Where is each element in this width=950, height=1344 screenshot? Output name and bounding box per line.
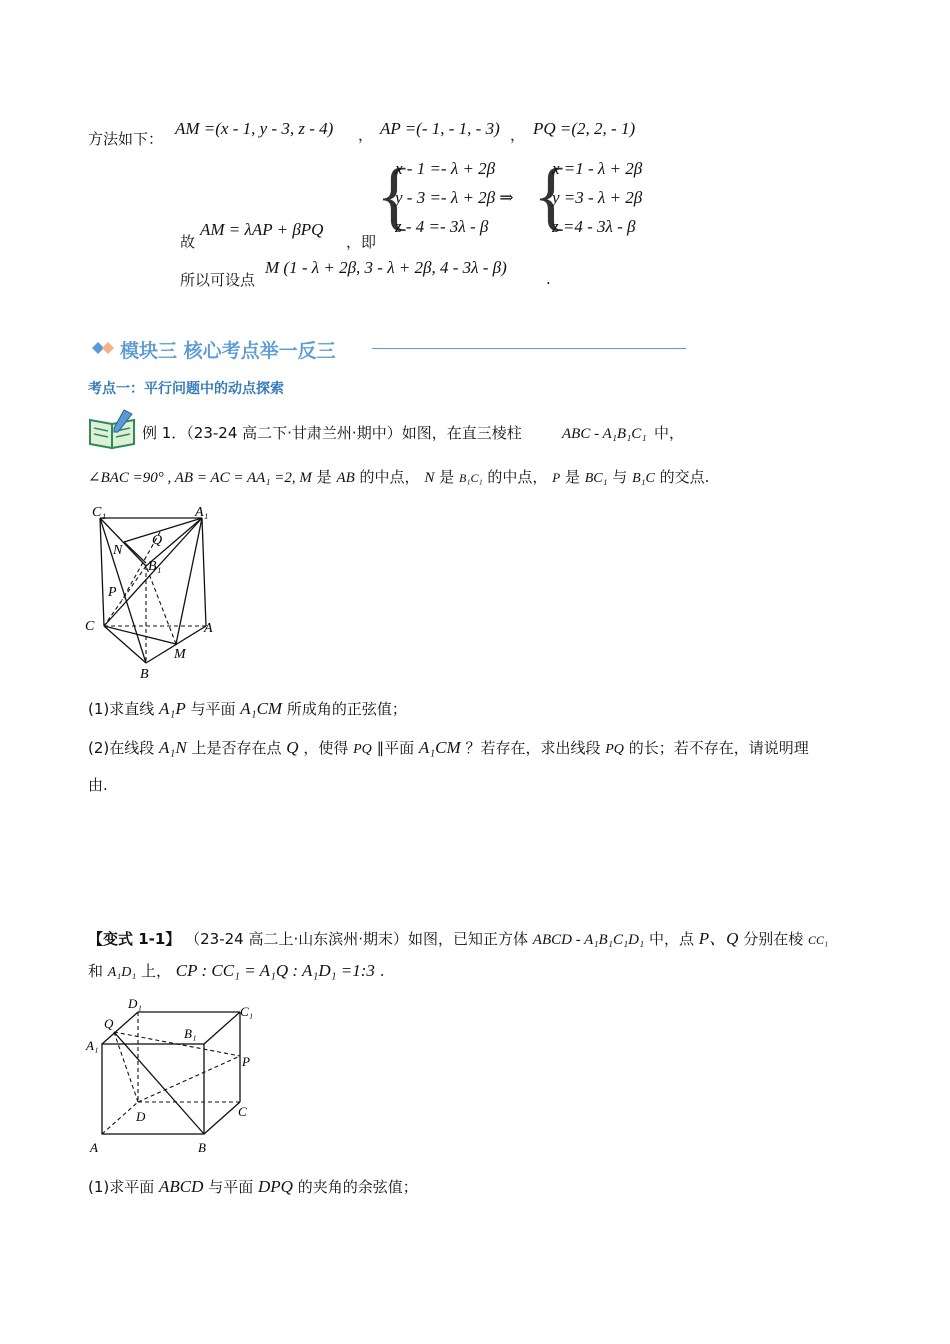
so-label: 故 <box>180 233 196 251</box>
left-brace: { <box>376 154 413 238</box>
vertex-label-c: C <box>238 1104 247 1119</box>
example-heading: 例 1．（23-24 高二下·甘肃兰州·期中）如图，在直三棱柱 <box>142 424 522 442</box>
vertex-label-b: B <box>198 1140 206 1155</box>
vertex-label-d: D <box>136 1109 146 1124</box>
book-pencil-icon <box>86 408 142 456</box>
vertex-label-c1: C₁ <box>240 1004 254 1019</box>
separator: ， <box>358 126 374 144</box>
equation-system-right <box>552 154 642 241</box>
equation-system-left <box>395 154 514 241</box>
point-label-n: N <box>113 543 123 558</box>
variant-question-1: (1)求平面 ABCD 与平面 DPQ 的夹角的余弦值； <box>88 1177 418 1196</box>
period: . <box>546 270 551 288</box>
point-label-q: Q <box>104 1016 114 1031</box>
diamond-arrows-icon <box>90 338 116 362</box>
vertex-label-b1: B₁ <box>184 1026 197 1041</box>
equation-row: y - 3 =- λ + 2β ⇒ <box>395 188 514 207</box>
equation-row: z - 4 =- 3λ - β <box>395 217 489 236</box>
cube-figure <box>80 994 270 1159</box>
variant-tag: 【变式 1-1】 <box>88 930 181 948</box>
prism-figure <box>80 498 230 683</box>
ji-label: ，即 <box>346 233 377 251</box>
point-label-m: M <box>174 647 186 662</box>
right-brace: { <box>533 154 570 238</box>
prism-name: ABC - A₁B₁C₁ <box>562 426 647 442</box>
equation-row: z =4 - 3λ - β <box>552 217 636 236</box>
condition-formula: ∠BAC =90° , AB = AC = AA₁ =2, M <box>88 470 312 486</box>
point-label-q: Q <box>152 533 163 548</box>
vertex-label-b: B <box>140 667 149 682</box>
question-2-continuation: 由. <box>88 776 108 794</box>
point-label-p: P <box>242 1054 250 1069</box>
question-1: (1)求直线 A₁P 与平面 A₁CM 所成角的正弦值； <box>88 699 407 718</box>
vector-ap: AP =(- 1, - 1, - 3) <box>380 119 500 138</box>
key-point-title: 考点一：平行问题中的动点探索 <box>88 381 284 397</box>
question-2: (2)在线段 A₁N 上是否存在点 Q ，使得 PQ ∥平面 A₁CM ？若存在，求出线段 PQ 的长；若不存在，请说明理 <box>88 738 809 757</box>
method-label: 方法如下： <box>88 130 164 148</box>
vertex-label-a1: A₁ <box>86 1038 99 1053</box>
equation-row: x - 1 =- λ + 2β <box>395 159 496 178</box>
vertex-label-c1: C₁ <box>92 505 107 520</box>
point-label: 所以可设点 <box>180 271 256 289</box>
vertex-label-a: A <box>90 1140 98 1155</box>
text: 中， <box>654 424 685 442</box>
vertex-label-b1: B₁ <box>148 559 162 574</box>
vector-pq: PQ =(2, 2, - 1) <box>533 119 636 138</box>
equation-row: x =1 - λ + 2β <box>552 159 643 178</box>
vertex-label-d1: D₁ <box>128 996 142 1011</box>
equation-row: y =3 - λ + 2β <box>552 188 643 207</box>
module-divider <box>372 348 686 349</box>
point-m-expression: M (1 - λ + 2β, 3 - λ + 2β, 4 - 3λ - β) <box>265 258 507 277</box>
vector-am: AM =(x - 1, y - 3, z - 4) <box>175 119 334 138</box>
example-conditions: ∠BAC =90° , AB = AC = AA₁ =2, M 是 AB 的中点， N 是 B₁C₁ 的中点， P 是 BC₁ 与 B₁C 的交点. <box>88 468 710 486</box>
variant-conditions: 和 A₁D₁ 上， CP : CC₁ = A₁Q : A₁D₁ =1:3 . <box>88 961 385 980</box>
vertex-label-c: C <box>85 619 95 634</box>
module-title: 模块三 核心考点举一反三 <box>120 340 336 362</box>
separator: ， <box>510 126 526 144</box>
variant-heading: 【变式 1-1】 （23-24 高二上·山东滨州·期末）如图，已知正方体 ABCD - A₁B₁C₁D₁ 中，点 P、Q 分别在棱 CC₁ <box>88 929 829 948</box>
vector-relation: AM = λAP + βPQ <box>200 220 324 239</box>
point-label-p: P <box>108 585 117 600</box>
vertex-label-a1: A₁ <box>195 505 209 520</box>
vertex-label-a: A <box>204 621 213 636</box>
